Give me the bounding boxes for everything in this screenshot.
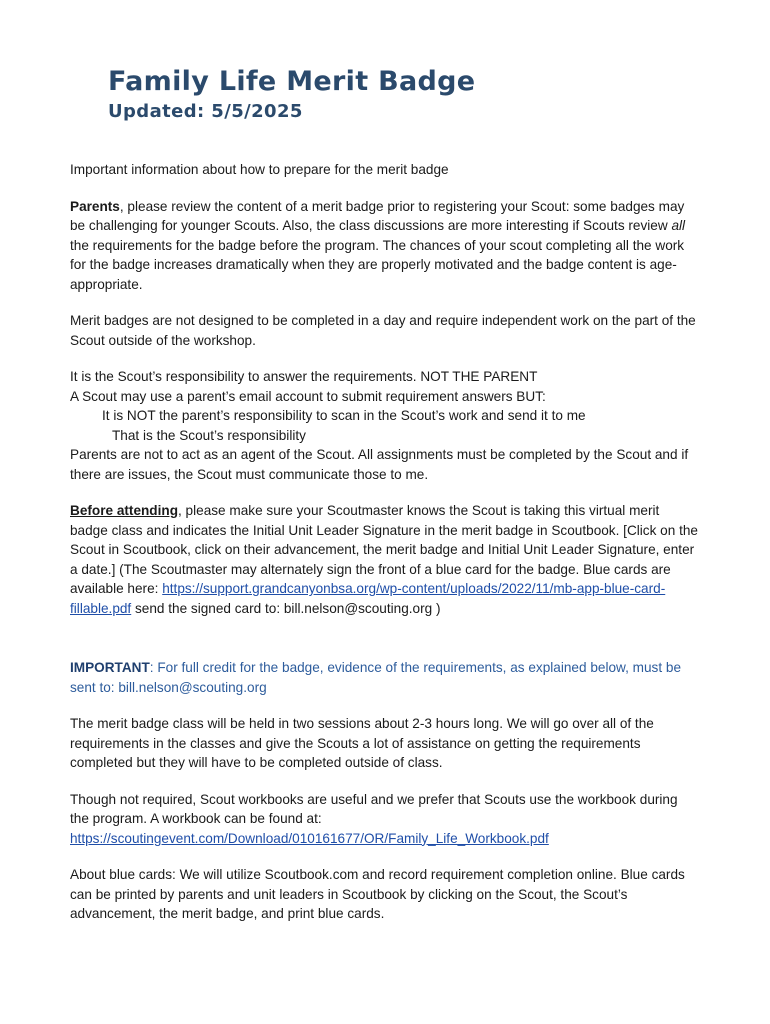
document-body [70, 160, 700, 924]
sessions-paragraph: The merit badge class will be held in two sessions about 2-3 hours long. We will go over all of the requirements in the classes and give the Scouts a lot of assistance on getting the requirements completed but they will have to be completed outside of class. [70, 716, 654, 770]
responsibility-line-4: That is the Scout’s responsibility [112, 427, 306, 443]
before-attending-paragraph [70, 501, 700, 618]
blue-cards-paragraph: About blue cards: We will utilize Scoutbook.com and record requirement completion online. Blue cards can be printed by parents and unit leaders in Scoutbook by clicking on the Scout, the Scout’s advancement, the merit badge, and print blue cards. [70, 867, 685, 921]
responsibility-line-1: It is the Scout’s responsibility to answer the requirements. NOT THE PARENT [70, 369, 538, 384]
important-label: IMPORTANT [70, 660, 150, 675]
parents-paragraph [70, 197, 700, 295]
parents-lead: Parents [70, 198, 120, 214]
intro-paragraph: Important information about how to prepare for the merit badge [70, 162, 449, 177]
responsibility-line-2: A Scout may use a parent’s email account to submit requirement answers BUT: [70, 388, 546, 404]
responsibility-paragraph [70, 367, 700, 484]
parents-text-after: the requirements for the badge before the program. The chances of your scout completing all the work for the badge increases dramatically when they are properly motivated and the badge content is age-appropriate. [70, 237, 685, 292]
page-subtitle: Updated: 5/5/2025 [108, 101, 303, 122]
responsibility-line-5: Parents are not to act as an agent of the Scout. All assignments must be completed by the Scout and if there are issues, the Scout must communicate those to me. [70, 447, 689, 482]
important-paragraph [70, 658, 700, 697]
workbook-paragraph [70, 790, 700, 849]
blue-card-link[interactable]: https://support.grandcanyonbsa.org/wp-content/uploads/2022/11/mb-app-blue-card-fillable.pdf [70, 581, 666, 616]
parents-emphasis: all [671, 218, 686, 233]
page-title: Family Life Merit Badge [108, 66, 476, 97]
workbook-text: Though not required, Scout workbooks are useful and we prefer that Scouts use the workbook during the program. A workbook can be found at: [70, 791, 678, 826]
before-attending-lead: Before attending [70, 503, 178, 518]
workbook-link[interactable]: https://scoutingevent.com/Download/010161677/OR/Family_Life_Workbook.pdf [70, 830, 549, 846]
before-attending-text-after: send the signed card to: bill.nelson@scouting.org ) [131, 600, 441, 616]
before-attending-text: , please make sure your Scoutmaster knows the Scout is taking this virtual merit badge class and indicates the Initial Unit Leader Signature in the merit badge in Scoutbook. [Click on the Scout in Scoutbook, click on their advancement, the merit badge and Initial Unit Leader Signature, enter a date.] (The Scoutmaster may alternately sign the front of a blue card for the badge. Blue cards are available here: [70, 503, 698, 596]
important-text: : For full credit for the badge, evidence of the requirements, as explained below, must be sent to: bill.nelson@scouting.org [70, 660, 682, 695]
responsibility-line-3: It is NOT the parent’s responsibility to scan in the Scout’s work and send it to me [102, 408, 586, 423]
independent-work-paragraph: Merit badges are not designed to be completed in a day and require independent work on the part of the Scout outside of the workshop. [70, 313, 696, 348]
parents-text-before: , please review the content of a merit badge prior to registering your Scout: some badges may be challenging for younger Scouts. Also, the class discussions are more interesting if Scouts review [70, 198, 685, 233]
